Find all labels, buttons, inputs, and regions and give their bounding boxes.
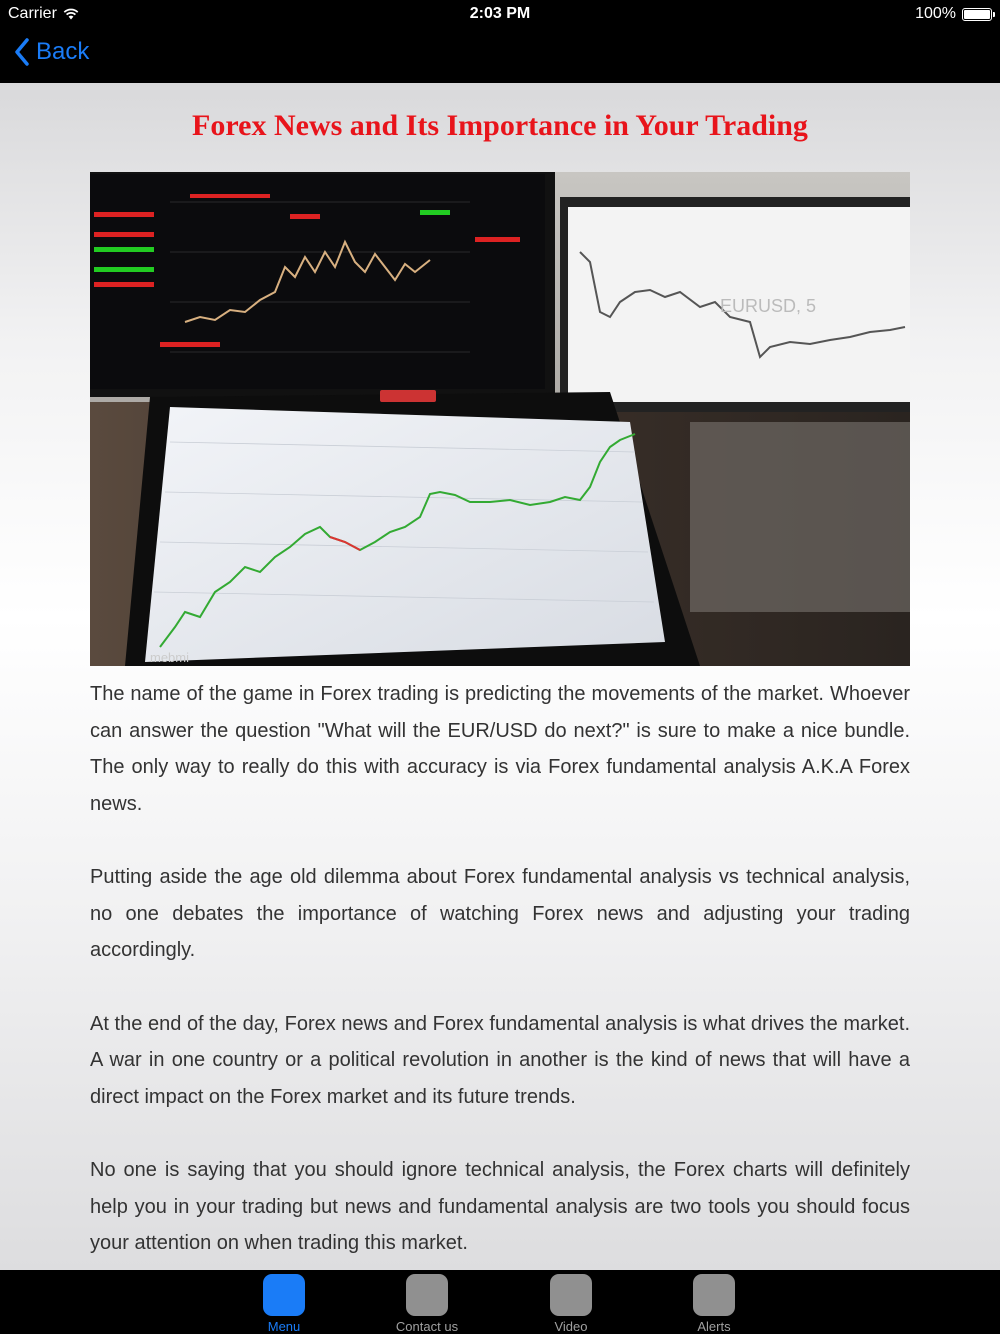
- tab-label: Contact us: [395, 1319, 459, 1334]
- tab-alerts[interactable]: [654, 1274, 774, 1334]
- article-paragraph: At the end of the day, Forex news and Forex fundamental analysis is what drives the market. A war in one country or a political revolution in another is the kind of news that will have a direct impact on the Forex market and its future trends.: [90, 1012, 910, 1108]
- status-time: 2:03 PM: [469, 5, 531, 22]
- alerts-icon: [693, 1274, 735, 1316]
- article-title: Forex News and Its Importance in Your Trading: [192, 109, 808, 142]
- back-label: Back: [36, 38, 90, 65]
- contact-icon: [406, 1274, 448, 1316]
- tab-label: Alerts: [697, 1319, 731, 1334]
- navigation-bar: [0, 28, 1000, 83]
- article-body: [90, 676, 910, 1270]
- back-button[interactable]: [14, 38, 89, 66]
- battery-icon: [962, 8, 992, 21]
- article-image: [90, 172, 910, 666]
- video-icon: [550, 1274, 592, 1316]
- article-content[interactable]: [0, 83, 1000, 1270]
- article-paragraph: Putting aside the age old dilemma about Forex fundamental analysis vs technical analysis, no one debates the importance of watching Forex news and adjusting your trading accordingly.: [90, 866, 910, 961]
- tab-menu[interactable]: [224, 1274, 344, 1334]
- status-bar: [0, 0, 1000, 28]
- article-paragraph: The name of the game in Forex trading is predicting the movements of the market. Whoever can answer the question "What will the EUR/USD do next?" is sure to make a nice bundle. The only way to really do this with accuracy is via Forex fundamental analysis A.K.A Forex news.: [90, 683, 910, 815]
- battery-info: [915, 5, 992, 23]
- tab-contact-us[interactable]: [367, 1274, 487, 1334]
- laptop-brand: mebmi: [150, 650, 190, 665]
- screen-label: EURUSD, 5: [720, 296, 817, 316]
- tab-label: Video: [554, 1319, 588, 1334]
- tab-bar: [0, 1270, 1000, 1334]
- chevron-left-icon: [14, 38, 30, 66]
- menu-icon: [263, 1274, 305, 1316]
- tab-label: Menu: [267, 1319, 301, 1334]
- tab-video[interactable]: [511, 1274, 631, 1334]
- carrier-label: Carrier: [8, 5, 57, 22]
- battery-percentage: 100%: [915, 5, 956, 22]
- article-paragraph: No one is saying that you should ignore technical analysis, the Forex charts will definitely help you in your trading but news and fundamental analysis are two tools you should focus your attention on when trading this market.: [90, 1159, 910, 1254]
